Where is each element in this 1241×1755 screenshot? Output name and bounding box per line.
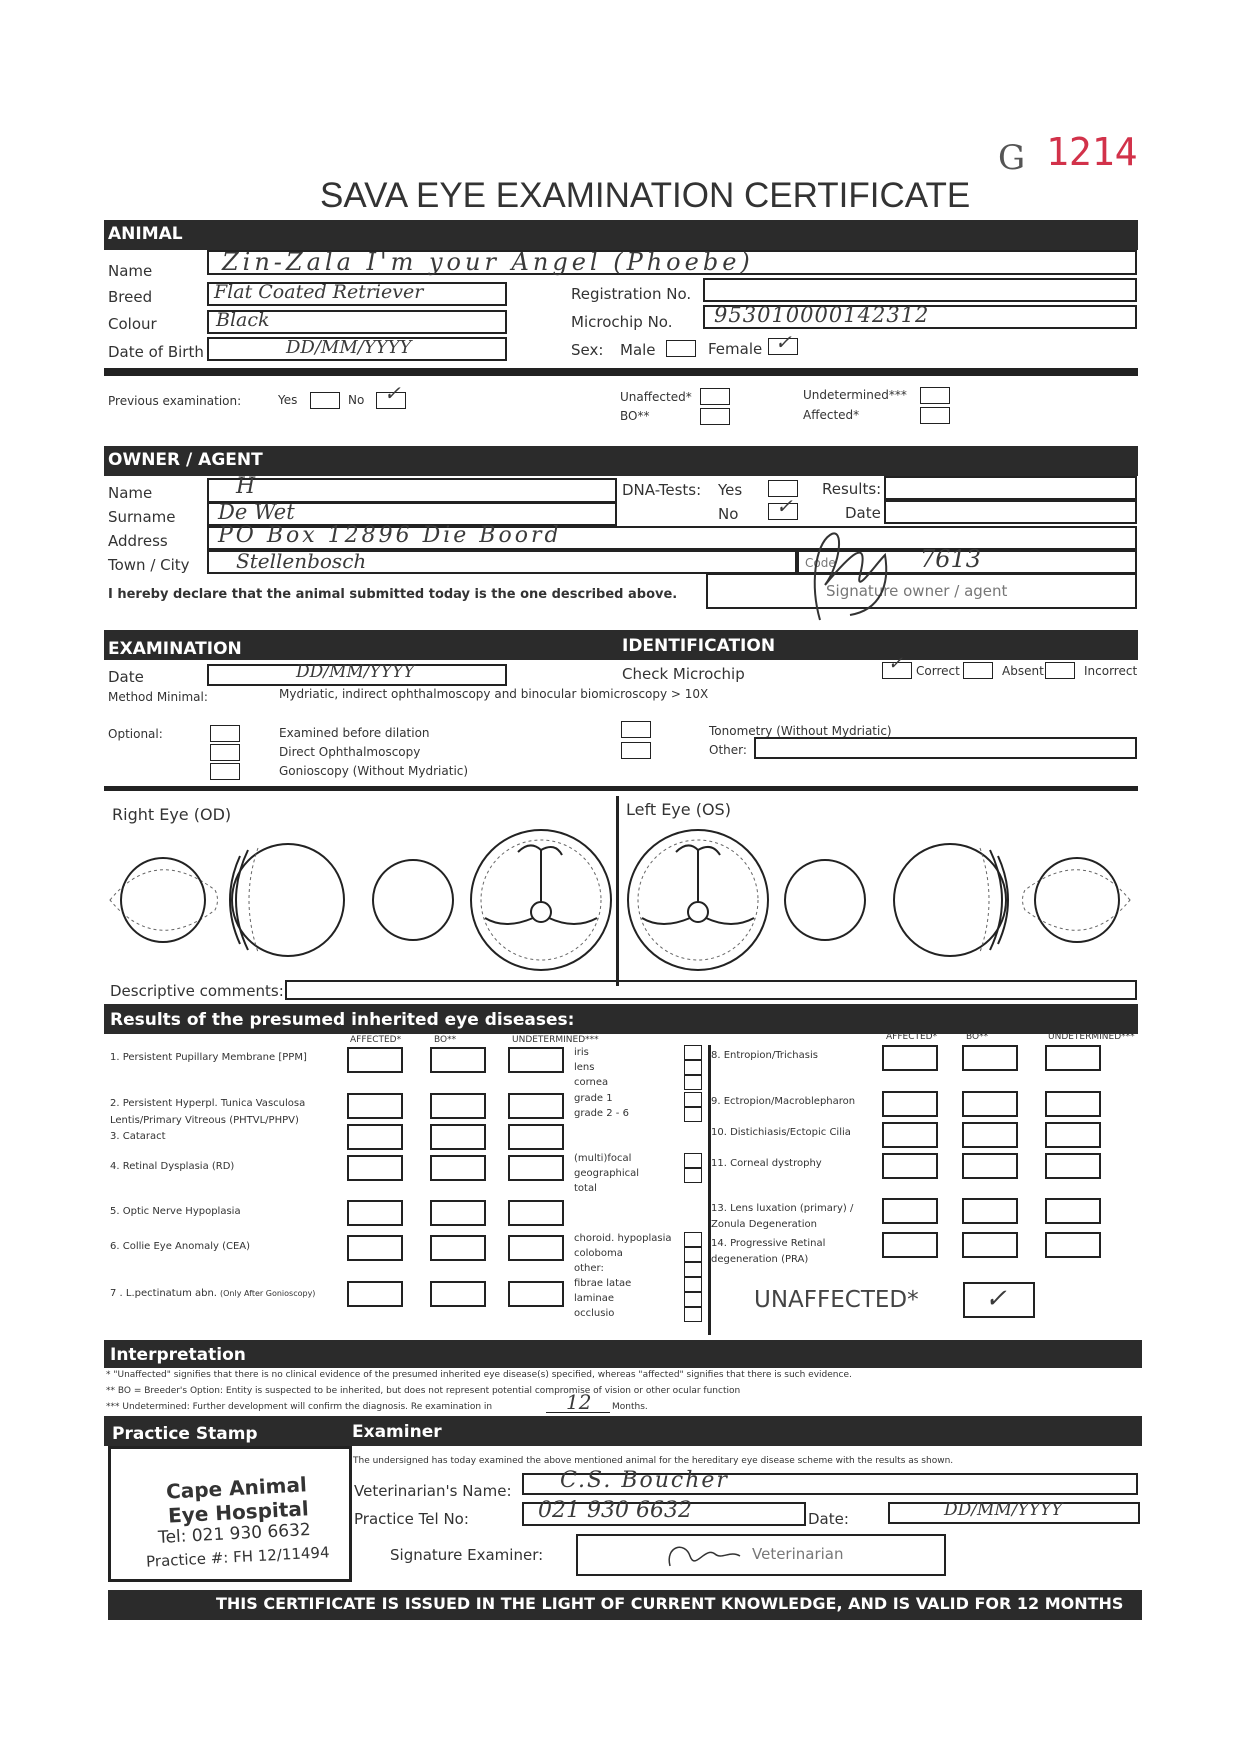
microchip-correct-mark: ✓ [888,653,904,674]
signature-examiner-label: Signature Examiner: [390,1546,544,1564]
footer-bar [108,1590,1142,1620]
optional-1-label: Examined before dilation [279,726,430,740]
ectropion-bo-cell[interactable] [962,1091,1018,1117]
dna-no-label: No [718,505,739,523]
animal-header: ANIMAL [108,224,183,244]
disease-5-label: 5. Optic Nerve Hypoplasia [110,1206,241,1217]
stamp-line-2: Eye Hospital [167,1496,310,1528]
ppm-sub-lens: lens [574,1062,595,1073]
cataract-sub-grade2: grade 2 - 6 [574,1108,629,1119]
pra-bo-cell[interactable] [962,1232,1018,1258]
disease-2-label-cont: Lentis/Primary Vitreous (PHTVL/PHPV) [110,1115,299,1126]
phtvl-undetermined-cell[interactable] [508,1093,564,1119]
sex-male-checkbox[interactable] [666,340,696,357]
disease-14-label-cont: degeneration (PRA) [711,1254,809,1265]
ppm-lens-checkbox[interactable] [684,1060,702,1075]
cea-bo-cell[interactable] [430,1235,486,1261]
examiner-header: Examiner [352,1422,442,1442]
check-microchip-label: Check Microchip [622,665,745,683]
corneal-affected-cell[interactable] [882,1153,938,1179]
col-undetermined-left: UNDETERMINED*** [512,1035,599,1045]
optional-2-label: Direct Ophthalmoscopy [279,745,421,759]
col-undetermined-right: UNDETERMINED*** [1048,1032,1135,1042]
ppm-cornea-checkbox[interactable] [684,1075,702,1090]
onh-bo-cell[interactable] [430,1200,486,1226]
identification-header: IDENTIFICATION [622,636,776,656]
ectropion-undetermined-cell[interactable] [1045,1091,1101,1117]
disease-10-label: 10. Distichiasis/Ectopic Cilia [711,1127,851,1138]
dna-tests-label: DNA-Tests: [622,481,702,499]
serial-number: 1214 [1046,130,1138,174]
registration-label: Registration No. [571,285,692,303]
owner-name-label: Name [108,484,153,502]
animal-colour-label: Colour [108,315,157,333]
interpretation-line-1: * "Unaffected" signifies that there is no clinical evidence of the presumed inherited eye disease(s) specified, whereas "affected" signifies that there is such evidence. [106,1370,852,1380]
method-text: Mydriatic, indirect ophthalmoscopy and binocular biomicroscopy > 10X [279,687,709,701]
disease-3-label: 3. Cataract [110,1131,166,1142]
od-fundus-diagram [471,830,611,970]
comments-label: Descriptive comments: [110,982,284,1000]
animal-name-label: Name [108,262,153,280]
ppm-sub-cornea: cornea [574,1077,609,1088]
microchip-absent-checkbox[interactable] [963,662,993,679]
disease-13-label: 13. Lens luxation (primary) / [711,1203,854,1214]
rd-affected-cell[interactable] [347,1155,403,1181]
practice-stamp-header: Practice Stamp [112,1424,258,1444]
os-fundus-diagram [628,830,768,970]
signature-examiner-caption: Veterinarian [752,1545,844,1563]
disease-14-label: 14. Progressive Retinal [711,1238,826,1249]
lp-laminae-checkbox[interactable] [684,1292,702,1307]
stamp-tel: Tel: 021 930 6632 [157,1520,312,1548]
os-external-eye-diagram [1023,858,1131,942]
vet-name-label: Veterinarian's Name: [354,1482,512,1500]
cea-choroid-checkbox[interactable] [684,1232,702,1247]
dna-yes-label: Yes [718,481,743,499]
sex-female-mark: ✓ [775,330,792,354]
phtvl-bo-cell[interactable] [430,1093,486,1119]
od-lens-front-diagram [373,860,453,940]
unaffected-result-mark: ✓ [985,1284,1007,1314]
animal-breed-value: Flat Coated Retriever [214,281,424,303]
exam-date-value: DD/MM/YYYY [296,662,415,682]
lens-luxation-affected-cell[interactable] [882,1198,938,1224]
lp-occlusio-checkbox[interactable] [684,1307,702,1322]
animal-name-value: Zin-Zala I'm your Angel (Phoebe) [222,248,754,276]
owner-surname-value: De Wet [218,500,295,524]
ppm-affected-cell[interactable] [347,1047,403,1073]
interpretation-line-3: *** Undetermined: Further development will confirm the diagnosis. Re examination in [106,1402,493,1412]
onh-undetermined-cell[interactable] [508,1200,564,1226]
dna-date-field[interactable] [884,500,1137,524]
lp-sub-occlusio: occlusio [574,1308,615,1319]
prev-undetermined-label: Undetermined*** [803,388,907,402]
owner-address-value: PO Box 12896 Die Boord [218,523,562,548]
disease-11-label: 11. Corneal dystrophy [711,1158,822,1169]
exam-header-bar [104,630,1138,660]
owner-surname-label: Surname [108,508,176,526]
disease-9-label: 9. Ectropion/Macroblepharon [711,1096,856,1107]
registration-field[interactable] [703,278,1137,302]
corneal-bo-cell[interactable] [962,1153,1018,1179]
practice-examiner-header-bar [104,1416,1142,1446]
microchip-correct-label: Correct [916,664,960,678]
sub-item-checkbox-column [684,1045,702,1327]
disease-8-label: 8. Entropion/Trichasis [711,1050,818,1061]
optional-1-checkbox[interactable] [210,725,240,742]
ectropion-affected-cell[interactable] [882,1091,938,1117]
rd-geographical-checkbox[interactable] [684,1168,702,1183]
serial-prefix: G [998,138,1026,178]
practice-tel-label: Practice Tel No: [354,1510,469,1528]
sex-male-label: Male [620,341,656,359]
cataract-sub-grade1: grade 1 [574,1093,613,1104]
other-label: Other: [709,743,747,757]
dna-results-label: Results: [822,480,882,498]
rd-sub-geographical: geographical [574,1168,640,1179]
previous-no-mark: ✓ [384,381,401,405]
declaration-text: I hereby declare that the animal submitted today is the one described above. [108,587,678,602]
optional-3-label: Gonioscopy (Without Mydriatic) [279,764,469,778]
interpretation-header-bar [104,1340,1142,1368]
disease-6-label: 6. Collie Eye Anomaly (CEA) [110,1241,251,1252]
entropion-undetermined-cell[interactable] [1045,1045,1101,1071]
cea-other-checkbox[interactable] [684,1262,702,1277]
cea-undetermined-cell[interactable] [508,1235,564,1261]
vet-name-value: C.S. Boucher [560,1468,729,1493]
dna-results-field[interactable] [884,476,1137,500]
col-bo-left: BO** [434,1035,457,1045]
lp-affected-cell[interactable] [347,1281,403,1307]
dna-date-label: Date [845,504,881,522]
page-title: SAVA EYE EXAMINATION CERTIFICATE [320,176,971,215]
other-checkbox[interactable] [621,742,651,759]
unaffected-result-label: UNAFFECTED* [754,1287,919,1313]
od-lens-side-diagram [230,844,344,956]
microchip-label: Microchip No. [571,313,673,331]
prev-undetermined-checkbox[interactable] [920,387,950,404]
previous-yes-label: Yes [278,393,298,407]
od-external-eye-diagram [110,858,218,942]
onh-affected-cell[interactable] [347,1200,403,1226]
optional-2-checkbox[interactable] [210,744,240,761]
examiner-date-value: DD/MM/YYYY [944,1500,1063,1520]
owner-code-label: Code [805,556,836,570]
disease-4-label: 4. Retinal Dysplasia (RD) [110,1161,235,1172]
prev-unaffected-label: Unaffected* [620,390,692,404]
animal-divider [104,368,1138,376]
dna-no-mark: ✓ [776,494,793,518]
distichiasis-undetermined-cell[interactable] [1045,1122,1101,1148]
previous-yes-checkbox[interactable] [310,392,340,409]
cataract-undetermined-cell[interactable] [508,1124,564,1150]
entropion-affected-cell[interactable] [882,1045,938,1071]
exam-divider [104,786,1138,791]
cea-sub-coloboma: coloboma [574,1248,623,1259]
rd-undetermined-cell[interactable] [508,1155,564,1181]
microchip-incorrect-checkbox[interactable] [1045,662,1075,679]
rd-focal-checkbox[interactable] [684,1153,702,1168]
prev-affected-label: Affected* [803,408,860,422]
owner-name-value: H [236,474,256,499]
owner-header: OWNER / AGENT [108,450,263,470]
owner-town-value: Stellenbosch [236,549,367,573]
owner-town-label: Town / City [108,556,190,574]
lens-luxation-bo-cell[interactable] [962,1198,1018,1224]
rd-sub-total: total [574,1183,597,1194]
optional-3-checkbox[interactable] [210,763,240,780]
stamp-practice: Practice #: FH 12/11494 [145,1543,330,1571]
stamp-line-1: Cape Animal [165,1472,308,1504]
exam-header: EXAMINATION [108,639,242,659]
owner-signature-scribble [790,525,910,625]
exam-date-label: Date [108,668,144,686]
microchip-absent-label: Absent [1002,664,1044,678]
results-vertical-divider [708,1045,711,1335]
practice-tel-value: 021 930 6632 [538,1498,692,1523]
optional-label: Optional: [108,727,163,741]
ppm-iris-checkbox[interactable] [684,1045,702,1060]
owner-code-value: 7613 [920,545,982,573]
microchip-incorrect-label: Incorrect [1084,664,1138,678]
results-header-bar [104,1004,1138,1034]
animal-breed-label: Breed [108,288,153,306]
ppm-sub-iris: iris [574,1047,589,1058]
animal-dob-label: Date of Birth [108,343,204,361]
prev-bo-label: BO** [620,409,650,423]
microchip-value: 953010000142312 [714,303,930,327]
entropion-bo-cell[interactable] [962,1045,1018,1071]
examiner-intro: The undersigned has today examined the above mentioned animal for the hereditary eye disease scheme with the results as shown. [353,1456,954,1466]
prev-affected-checkbox[interactable] [920,407,950,424]
disease-13-label-cont: Zonula Degeneration [711,1219,817,1230]
col-bo-right: BO** [966,1032,989,1042]
prev-unaffected-checkbox[interactable] [700,388,730,405]
animal-dob-value: DD/MM/YYYY [286,337,412,358]
comments-field[interactable] [285,980,1137,1000]
reexam-months-label: Months. [612,1402,648,1412]
lens-luxation-undetermined-cell[interactable] [1045,1198,1101,1224]
tonometry-checkbox[interactable] [621,721,651,738]
rd-sub-focal: (multi)focal [574,1153,632,1164]
results-header: Results of the presumed inherited eye diseases: [110,1010,575,1030]
examiner-signature-scribble [660,1536,750,1580]
cea-coloboma-checkbox[interactable] [684,1247,702,1262]
phtvl-affected-cell[interactable] [347,1093,403,1119]
disease-2-label: 2. Persistent Hyperpl. Tunica Vasculosa [110,1098,306,1109]
reexam-months-value: 12 [566,1390,592,1414]
owner-signature-label: Signature owner / agent [826,582,1008,600]
corneal-undetermined-cell[interactable] [1045,1153,1101,1179]
owner-header-bar [104,446,1138,476]
footer-text: THIS CERTIFICATE IS ISSUED IN THE LIGHT OF CURRENT KNOWLEDGE, AND IS VALID FOR 12 MONTHS [216,1594,1124,1613]
cataract-grade2-checkbox[interactable] [684,1107,702,1122]
other-field[interactable] [754,737,1137,759]
sex-female-label: Female [708,340,763,358]
left-eye-label: Left Eye (OS) [626,800,731,819]
disease-7-label: 7 . L.pectinatum abn. [110,1288,217,1299]
lp-sub-laminae: laminae [574,1293,615,1304]
cea-sub-choroid: choroid. hypoplasia [574,1233,672,1244]
os-lens-front-diagram [785,860,865,940]
pra-affected-cell[interactable] [882,1232,938,1258]
method-label: Method Minimal: [108,690,208,704]
previous-exam-label: Previous examination: [108,394,242,408]
right-eye-label: Right Eye (OD) [112,805,232,824]
cea-sub-other: other: [574,1263,604,1274]
col-affected-right: AFFECTED* [886,1032,938,1042]
interpretation-header: Interpretation [110,1345,246,1365]
eye-diagrams [100,800,1140,980]
lp-undetermined-cell[interactable] [508,1281,564,1307]
pra-undetermined-cell[interactable] [1045,1232,1101,1258]
previous-no-label: No [348,393,365,407]
tonometry-label: Tonometry (Without Mydriatic) [709,724,892,738]
ppm-bo-cell[interactable] [430,1047,486,1073]
distichiasis-affected-cell[interactable] [882,1122,938,1148]
owner-address-label: Address [108,532,168,550]
cataract-affected-cell[interactable] [347,1124,403,1150]
sex-label: Sex: [571,341,604,359]
cataract-bo-cell[interactable] [430,1124,486,1150]
prev-bo-checkbox[interactable] [700,408,730,425]
disease-1-label: 1. Persistent Pupillary Membrane [PPM] [110,1052,307,1063]
examiner-date-label: Date: [808,1510,849,1528]
lp-sub-fibrae: fibrae latae [574,1278,632,1289]
disease-7-note: (Only After Gonioscopy) [220,1289,316,1298]
lp-fibrae-checkbox[interactable] [684,1277,702,1292]
cea-affected-cell[interactable] [347,1235,403,1261]
os-lens-side-diagram [894,844,1008,956]
lp-bo-cell[interactable] [430,1281,486,1307]
ppm-undetermined-cell[interactable] [508,1047,564,1073]
col-affected-left: AFFECTED* [350,1035,402,1045]
animal-colour-value: Black [216,309,270,331]
interpretation-line-2: ** BO = Breeder's Option: Entity is suspected to be inherited, but does not represent potential compromise of vision or other ocular function [106,1386,741,1396]
animal-header-bar [104,220,1138,250]
rd-bo-cell[interactable] [430,1155,486,1181]
distichiasis-bo-cell[interactable] [962,1122,1018,1148]
cataract-grade1-checkbox[interactable] [684,1092,702,1107]
